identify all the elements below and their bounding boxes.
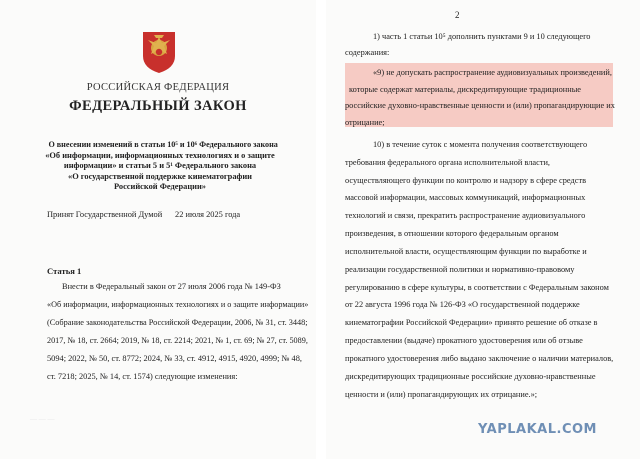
body-line: требования федерального органа исполнительной власти, <box>345 158 551 167</box>
body-line: кинематографии Российской Федерации» принято решение об отказе в <box>345 318 598 327</box>
law-title-line: О внесении изменений в статьи 10⁵ и 10⁶ Федерального закона <box>48 140 278 149</box>
body-line: которые содержат материалы, дискредитирующие традиционные <box>349 85 581 94</box>
body-line: 5094; 2022, № 50, ст. 8772; 2024, № 33, ст. 4912, 4915, 4920, 4999; № 48, <box>47 354 302 363</box>
body-line: ст. 7218; 2025, № 14, ст. 1574) следующие изменения: <box>47 372 238 381</box>
adopted-by-label: Принят Государственной Думой <box>47 210 163 219</box>
bleed-through-mark: — — — <box>30 415 55 423</box>
law-title-line: «Об информации, информационных технологиях и о защите <box>45 150 275 160</box>
body-line: массовой информации, массовых коммуникаций, информационных <box>345 193 586 202</box>
state-name: РОССИЙСКАЯ ФЕДЕРАЦИЯ <box>86 82 230 93</box>
body-line: регулированию в сфере культуры, в соответствии с Федеральным законом <box>345 283 609 292</box>
body-line: (Собрание законодательства Российской Федерации, 2006, № 31, ст. 3448; <box>47 318 308 327</box>
body-line: от 22 августа 1996 года № 126-ФЗ «О государственной поддержке <box>345 300 580 309</box>
body-line: дискредитирующих традиционные российские духовно-нравственные <box>345 372 596 381</box>
body-line: «Об информации, информационных технологиях и о защите информации» <box>47 300 309 309</box>
coat-of-arms-icon <box>140 30 178 74</box>
body-line: технологий и связи, прекратить распространение аудиовизуального <box>345 211 586 220</box>
body-line: «9) не допускать распространение аудиовизуальных произведений, <box>373 68 612 77</box>
law-type-heading: ФЕДЕРАЛЬНЫЙ ЗАКОН <box>69 98 247 114</box>
page-number: 2 <box>455 10 460 20</box>
body-line: 2017, № 18, ст. 2664; 2019, № 18, ст. 2214; 2021, № 1, ст. 69; № 27, ст. 5089, <box>47 336 308 345</box>
law-title-line: информации» и статьи 5 и 5¹ Федерального закона <box>63 161 257 171</box>
body-line: Внести в Федеральный закон от 27 июля 2006 года № 149-ФЗ <box>62 282 281 291</box>
law-title-line: Российской Федерации» <box>114 182 206 192</box>
body-line: прокатного удостоверения либо выдано заключение о наличии материалов, <box>345 354 614 363</box>
law-title <box>45 140 278 193</box>
body-line: российские духовно-нравственные ценности и (или) пропагандирующие их <box>345 101 615 110</box>
law-title-line: «О государственной поддержке кинематографии <box>68 171 252 181</box>
body-line: 1) часть 1 статьи 10⁵ дополнить пунктами 9 и 10 следующего <box>373 32 591 41</box>
body-line: содержания: <box>345 48 390 57</box>
article-heading: Статья 1 <box>47 266 82 276</box>
body-line: реализации государственной политики и нормативно-правовому <box>345 265 575 274</box>
adoption-date: 22 июля 2025 года <box>175 210 241 219</box>
page-gutter <box>316 0 326 459</box>
body-line: предоставлении (выдаче) прокатного удостоверения или об отзыве <box>345 336 583 345</box>
body-line: ценности и (или) пропагандирующих их отрицание.»; <box>345 390 538 399</box>
body-line: 10) в течение суток с момента получения соответствующего <box>373 140 588 149</box>
body-line: исполнительной власти, осуществляющим функции по выработке и <box>345 247 587 256</box>
body-line: осуществляющего функции по контролю и надзору в сфере средств <box>345 176 587 185</box>
body-line: отрицание; <box>345 118 385 127</box>
site-watermark: YAPLAKAL.COM <box>478 422 597 437</box>
body-line: произведения, в отношении которого федеральным органом <box>345 229 559 238</box>
